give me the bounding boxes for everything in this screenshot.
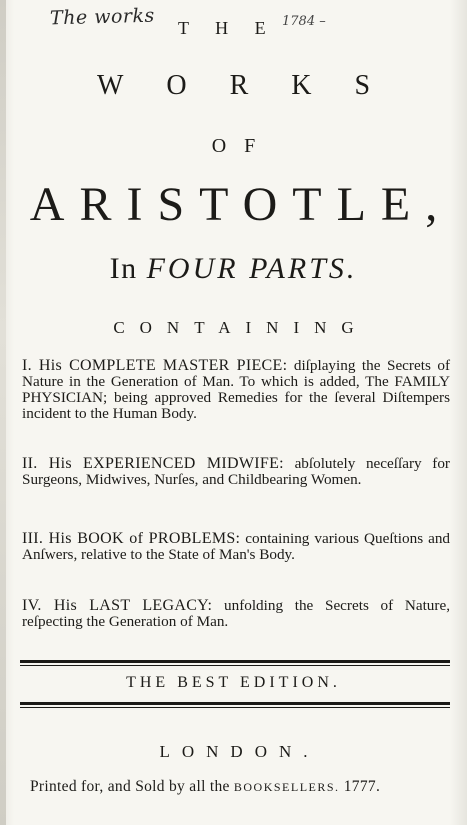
imprint-printed: Printed for, and Sold by all the xyxy=(30,778,230,795)
rule-top-thick xyxy=(20,660,450,663)
title-the: T H E xyxy=(178,18,277,38)
rule-bottom-thin xyxy=(20,707,450,708)
handwritten-note: The works xyxy=(49,4,156,30)
parts-in: In xyxy=(109,252,138,285)
handwritten-date: 1784 – xyxy=(282,14,326,29)
imprint-line xyxy=(30,778,450,796)
part-four-text: unfolding the Secrets of Nature, reſpecting the Generation of Man. xyxy=(22,597,450,630)
part-four-lead: IV. His LAST LEGACY: xyxy=(22,597,213,614)
part-four xyxy=(22,598,450,630)
part-one xyxy=(22,358,450,422)
part-two-text: abſolutely neceſſary for Surgeons, Midwives, Nurſes, and Childbearing Women. xyxy=(22,455,450,488)
part-two xyxy=(22,456,450,488)
part-one-text: diſplaying the Secrets of Nature in the Generation of Man. To which is added, The FAMILY PHYSICIAN; being approved Remedies for the ſeveral Diſtempers incident to the Human Body. xyxy=(22,357,451,422)
containing-heading: CONTAINING xyxy=(113,318,369,337)
part-one-lead: I. His COMPLETE MASTER PIECE: xyxy=(22,357,288,374)
rule-bottom-thick xyxy=(20,702,450,705)
parts-four: FOUR PARTS. xyxy=(146,252,358,285)
rule-top-thin xyxy=(20,665,450,666)
page-edge xyxy=(0,0,6,825)
imprint-city: LONDON. xyxy=(159,742,320,761)
part-three-text: containing various Queſtions and Anſwers, relative to the State of Man's Body. xyxy=(22,530,451,563)
part-three-lead: III. His BOOK of PROBLEMS: xyxy=(22,530,241,547)
imprint-year: 1777. xyxy=(343,778,381,795)
edition-line: THE BEST EDITION. xyxy=(126,674,341,691)
title-aristotle: ARISTOTLE, xyxy=(29,178,453,231)
title-four-parts xyxy=(0,252,467,286)
title-of: OF xyxy=(211,135,274,157)
part-two-lead: II. His EXPERIENCED MIDWIFE: xyxy=(22,455,284,472)
part-three xyxy=(22,531,450,563)
imprint-booksellers: BOOKSELLERS. xyxy=(233,780,340,794)
title-works: WORKS xyxy=(96,70,414,101)
